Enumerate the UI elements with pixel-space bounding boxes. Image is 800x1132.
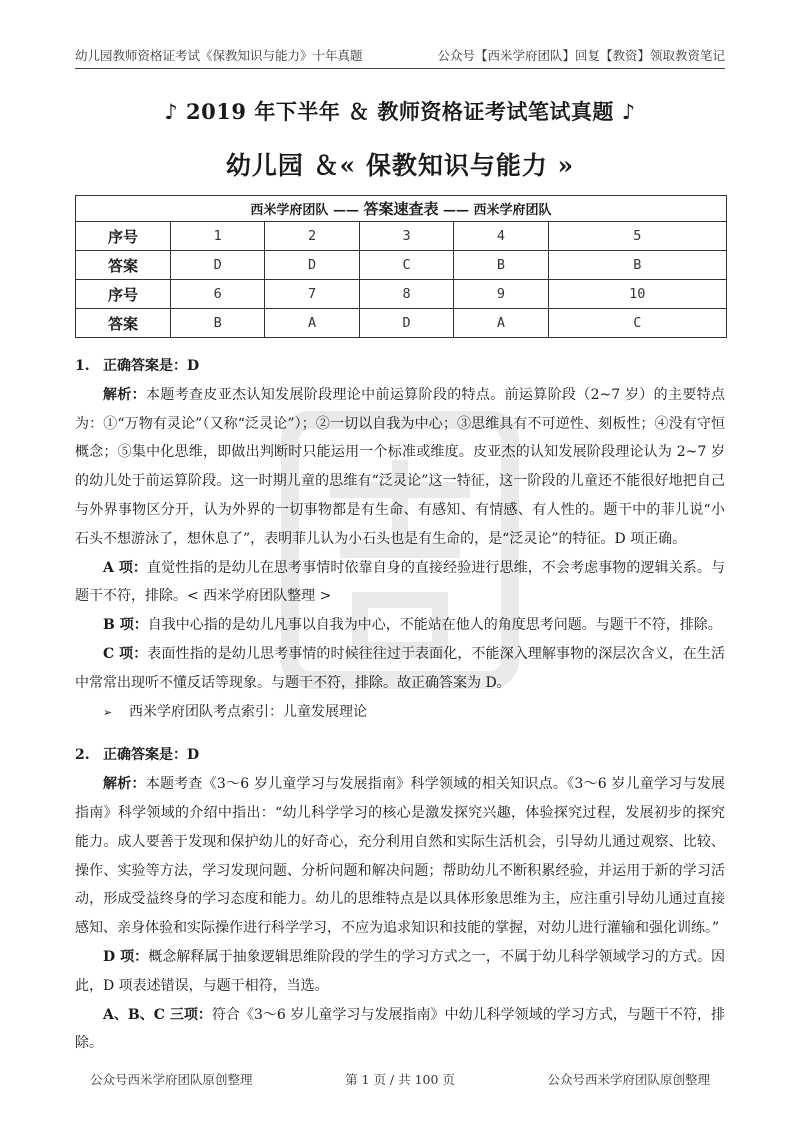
question-1-note [75, 698, 725, 728]
option-text: 符合《3～6 岁儿童学习与发展指南》中幼儿科学领域的学习方式，与题干不符，排除。 [75, 1006, 725, 1052]
analysis-label: 解析： [103, 776, 146, 793]
question-number: 2. [75, 747, 90, 764]
subject-title: 幼儿园 ＆« 保教知识与能力 » [225, 151, 575, 180]
option-label: B 项： [103, 617, 148, 634]
table-cell: D [171, 251, 265, 280]
question-answer: 正确答案是：D [103, 747, 200, 764]
table-cell: B [454, 251, 548, 280]
table-row [76, 222, 727, 251]
table-cell: 6 [171, 280, 265, 309]
footer-right-text: 公众号西米学府团队原创整理 [547, 1072, 710, 1087]
option-label: A 项： [103, 559, 148, 576]
table-cell: C [359, 251, 453, 280]
question-2-heading [75, 741, 725, 770]
table-cell: 1 [171, 222, 265, 251]
table-cell: 9 [454, 280, 548, 309]
option-text: 概念解释属于抽象逻辑思维阶段的学生的学习方式之一，不属于幼儿科学领域学习的方式。因此，D 项表述错误，与题干相符，当选。 [75, 948, 726, 994]
analysis-text: 本题考查《3～6 岁儿童学习与发展指南》科学领域的相关知识点。《3～6 岁儿童学习与发展指南》科学领域的介绍中指出：“幼儿科学学习的核心是激发探究兴趣，体验探究过程，发展初步的探究能力。成人要善于发现和保护幼儿的好奇心，充分利用自然和实际生活机会，引导幼儿通过观察、比较、操作、实验等方法，学习发现问题、分析问题和解决问题；帮助幼儿不断积累经验，并运用于新的学习活动，形成受益终身的学习态度和能力。幼儿的思维特点是以具体形象思维为主，应注重引导幼儿通过直接感知、亲身体验和实际操作进行科学学习，不应为追求知识和技能的掌握，对幼儿进行灌输和强化训练。” [75, 776, 726, 937]
table-row [76, 251, 727, 280]
question-2-option-d [75, 943, 725, 1001]
row-label-ans: 答案 [76, 309, 171, 338]
table-cell: 4 [454, 222, 548, 251]
header-left-text: 幼儿园教师资格证考试《保教知识与能力》十年真题 [75, 48, 363, 63]
question-1-option-c [75, 640, 725, 698]
table-cell: 8 [359, 280, 453, 309]
analysis-label: 解析： [103, 386, 147, 403]
table-row [76, 309, 727, 338]
arrow-bullet-icon: ➢ [103, 705, 113, 719]
table-row [76, 280, 727, 309]
question-1-option-a [75, 554, 725, 612]
table-cell: 2 [265, 222, 359, 251]
page-header [75, 40, 725, 69]
question-1-option-b [75, 611, 725, 640]
row-label-ans: 答案 [76, 251, 171, 280]
table-cell: 7 [265, 280, 359, 309]
table-cell: A [265, 309, 359, 338]
option-label: C 项： [103, 645, 148, 662]
page-footer [75, 1070, 725, 1092]
exam-title: ♪ 2019 年下半年 ＆ 教师资格证考试笔试真题 ♪ [164, 99, 636, 124]
question-2-option-abc [75, 1001, 725, 1059]
table-cell: 3 [359, 222, 453, 251]
table-cell: B [548, 251, 726, 280]
table-cell: 5 [548, 222, 726, 251]
table-cell: B [171, 309, 265, 338]
answer-table-caption [76, 196, 727, 222]
table-cell: A [454, 309, 548, 338]
table-cell: D [265, 251, 359, 280]
question-2-analysis [75, 770, 725, 943]
footer-left-text: 公众号西米学府团队原创整理 [90, 1072, 253, 1087]
question-answer: 正确答案是：D [103, 358, 200, 374]
analysis-text: 本题考查皮亚杰认知发展阶段理论中前运算阶段的特点。前运算阶段（2~7 岁）的主要特点为：①“万物有灵论”（又称“泛灵论”）；②一切以自我为中心；③思维具有不可逆性、刻板性；④没有守恒概念；⑤集中化思维，即做出判断时只能运用一个标准或维度。皮亚杰的认知发展阶段理论认为 2~7 岁的幼儿处于前运算阶段。这一时期儿童的思维有“泛灵论”这一特征，这一阶段的儿童还不能很好地把自己与外界事物区分开，认为外界的一切事物都是有生命、有感知、有情感、有人性的。题干中的菲儿说“小石头不想游泳了，想休息了”，表明菲儿认为小石头也是有生命的，是“泛灵论”的特征。D 项正确。 [75, 386, 725, 547]
row-label-seq: 序号 [76, 280, 171, 309]
row-label-seq: 序号 [76, 222, 171, 251]
option-text: 自我中心指的是幼儿凡事以自我为中心，不能站在他人的角度思考问题。与题干不符，排除。 [147, 617, 722, 634]
header-right-text: 公众号【西米学府团队】回复【教资】领取教资笔记 [437, 48, 725, 63]
question-1-analysis [75, 381, 725, 554]
question-number: 1. [75, 358, 90, 374]
note-text: 西米学府团队考点索引：儿童发展理论 [129, 703, 367, 720]
table-cell: D [359, 309, 453, 338]
caption-left: 西米学府团队 —— [250, 203, 359, 218]
answer-table [75, 195, 727, 338]
page-number: 第 1 页 / 共 100 页 [345, 1072, 455, 1087]
option-label: D 项： [103, 948, 149, 965]
caption-right: —— 西米学府团队 [443, 203, 552, 218]
option-text: 表面性指的是幼儿思考事情的时候往往过于表面化，不能深入理解事物的深层次含义，在生活中常常出现听不懂反话等现象。与题干不符，排除。故正确答案为 D。 [75, 645, 725, 691]
table-cell: 10 [548, 280, 726, 309]
question-1-heading [75, 352, 725, 381]
table-cell: C [548, 309, 726, 338]
option-text: 直觉性指的是幼儿在思考事情时依靠自身的直接经验进行思维，不会考虑事物的逻辑关系。与题干不符，排除。< 西米学府团队整理 > [75, 559, 725, 605]
answer-explanations [75, 352, 725, 1058]
caption-main: 答案速查表 [363, 200, 439, 218]
option-label: A、B、C 三项： [103, 1006, 212, 1023]
